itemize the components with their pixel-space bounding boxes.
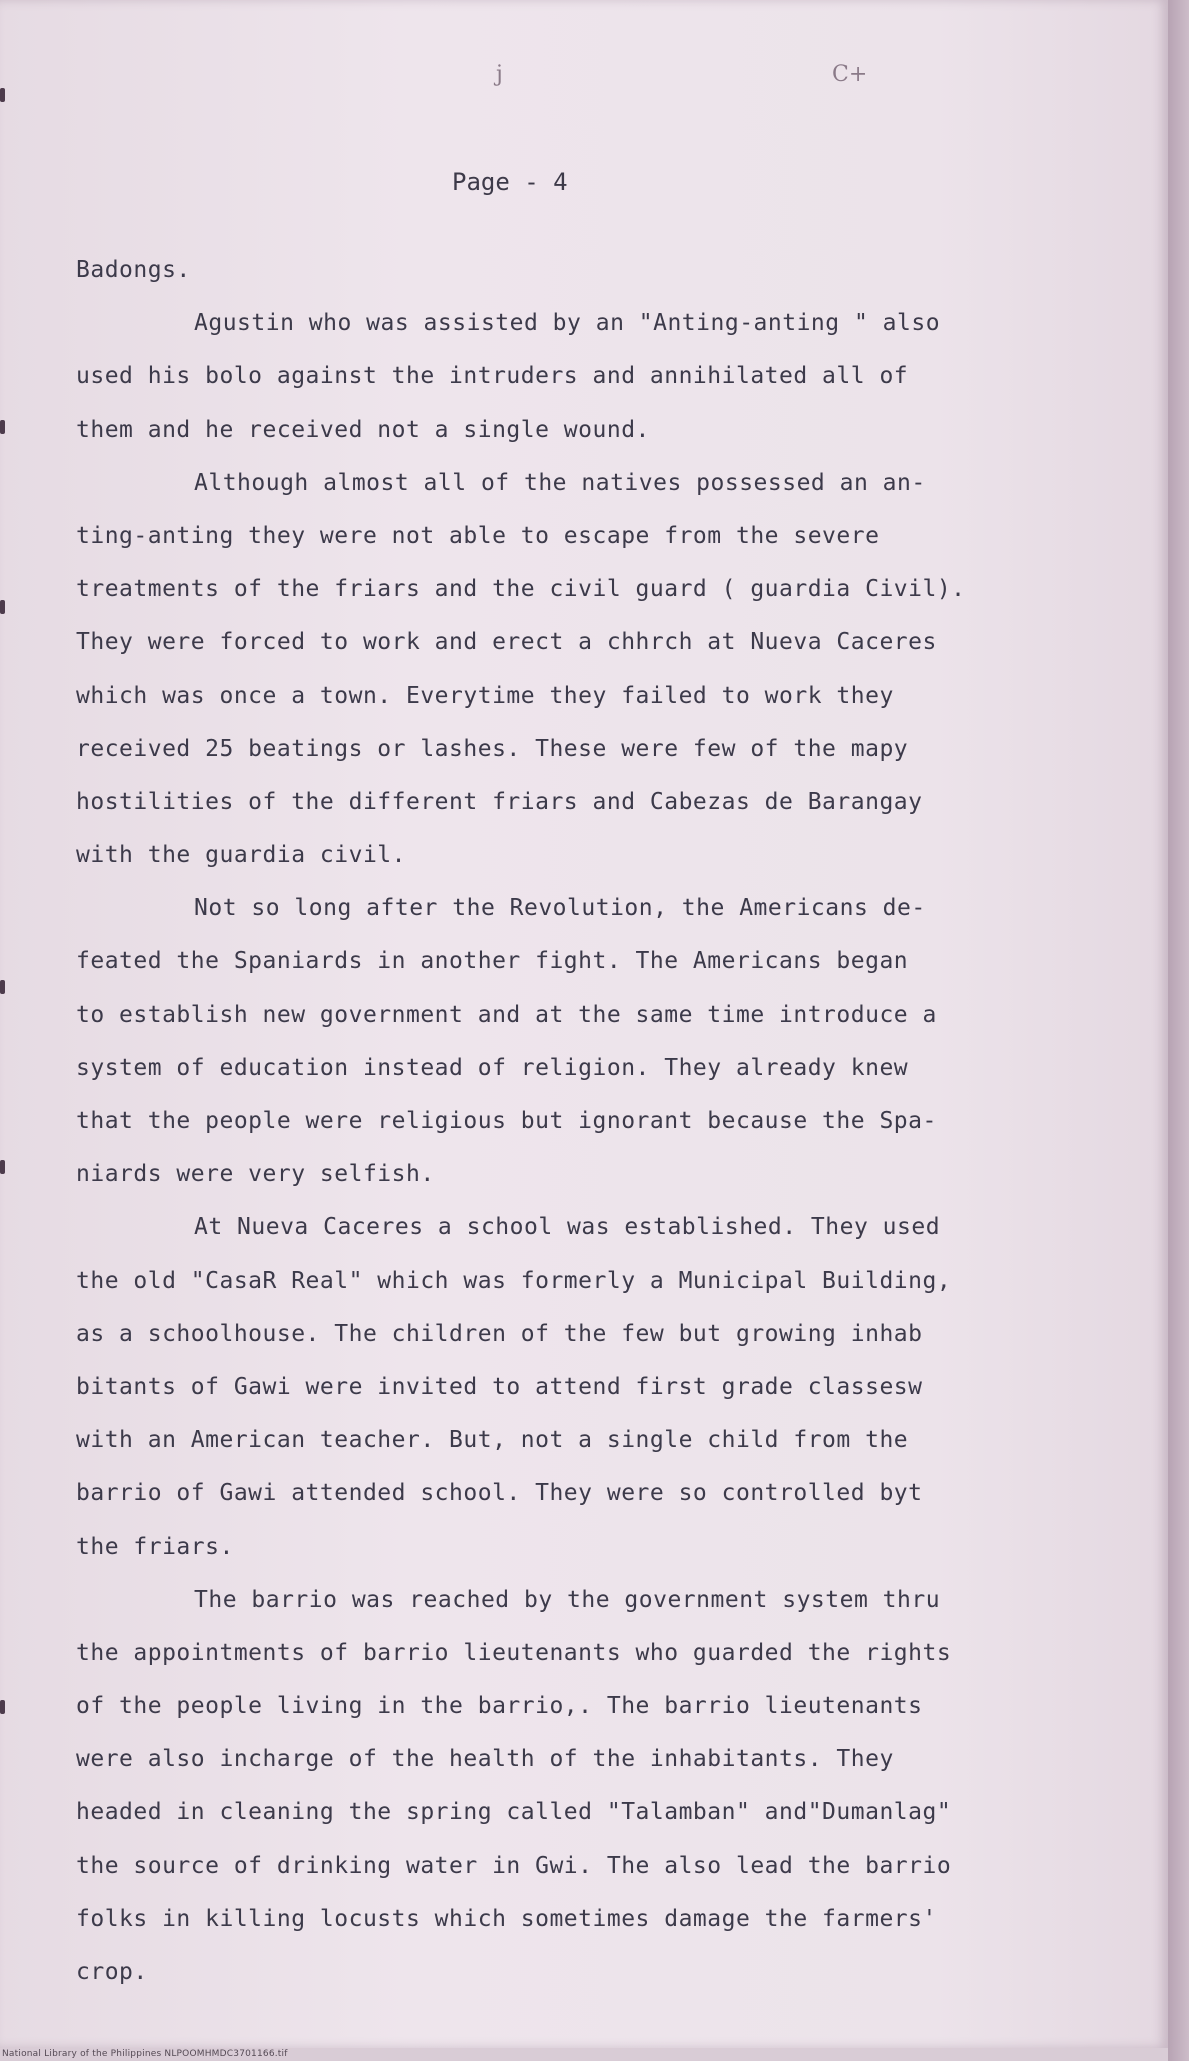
text-line: feated the Spaniards in another fight. The Americans began <box>76 948 909 975</box>
binding-hole <box>0 1700 5 1714</box>
text-line: of the people living in the barrio,. The barrio lieutenants <box>76 1693 923 1720</box>
text-line: niards were very selfish. <box>76 1161 435 1188</box>
text-line: that the people were religious but ignorant because the Spa- <box>76 1108 937 1134</box>
text-line: the source of drinking water in Gwi. The also lead the barrio <box>76 1852 952 1879</box>
text-line: bitants of Gawi were invited to attend first grade classesw <box>76 1373 923 1400</box>
archive-footer: National Library of the Philippines NLPOOMHMDC3701166.tif <box>2 2049 288 2059</box>
text-line: Not so long after the Revolution, the Americans de- <box>194 895 926 922</box>
text-line: barrio of Gawi attended school. They were so controlled byt <box>76 1480 923 1507</box>
text-line: system of education instead of religion. They already knew <box>76 1054 909 1081</box>
text-line: the old "CasaR Real" which was formerly a Municipal Building, <box>76 1267 952 1294</box>
binding-hole <box>0 420 5 434</box>
text-line: treatments of the friars and the civil guard ( guardia Civil). <box>76 576 966 603</box>
text-line: the friars. <box>76 1533 234 1560</box>
text-line: At Nueva Caceres a school was established. They used <box>194 1214 941 1241</box>
text-line: hostilities of the different friars and Cabezas de Barangay <box>76 788 923 815</box>
text-line: with the guardia civil. <box>76 842 406 869</box>
text-line: received 25 beatings or lashes. These were few of the mapy <box>76 735 909 762</box>
text-line: were also incharge of the health of the inhabitants. They <box>76 1746 894 1773</box>
binding-hole <box>0 1160 5 1174</box>
binding-hole <box>0 88 5 102</box>
page-edge <box>1168 0 1189 2061</box>
text-line: folks in killing locusts which sometimes damage the farmers' <box>76 1905 937 1932</box>
text-line: to establish new government and at the same time introduce a <box>76 1001 937 1028</box>
text-line: used his bolo against the intruders and annihilated all of <box>76 363 909 390</box>
text-line: which was once a town. Everytime they failed to work they <box>76 682 894 709</box>
text-line: The barrio was reached by the government system thru <box>194 1586 941 1613</box>
binding-hole <box>0 600 5 614</box>
text-line: crop. <box>76 1959 148 1985</box>
text-line: with an American teacher. But, not a single child from the <box>76 1427 909 1454</box>
text-line: headed in cleaning the spring called "Talamban" and"Dumanlag" <box>76 1799 952 1826</box>
page-number: Page - 4 <box>452 168 568 196</box>
margin-mark: C+ <box>832 62 868 87</box>
text-line: Badongs. <box>76 257 191 283</box>
text-line: them and he received not a single wound. <box>76 416 650 443</box>
text-line: Although almost all of the natives possessed an an- <box>194 469 926 496</box>
binding-hole <box>0 980 5 994</box>
text-line: They were forced to work and erect a chhrch at Nueva Caceres <box>76 629 937 656</box>
text-line: the appointments of barrio lieutenants who guarded the rights <box>76 1639 952 1666</box>
text-line: Agustin who was assisted by an "Anting-anting " also <box>194 310 941 337</box>
text-line: as a schoolhouse. The children of the few but growing inhab <box>76 1320 923 1347</box>
typed-text-body <box>76 244 1086 1999</box>
text-line: ting-anting they were not able to escape from the severe <box>76 522 880 549</box>
margin-mark: j <box>496 62 503 87</box>
